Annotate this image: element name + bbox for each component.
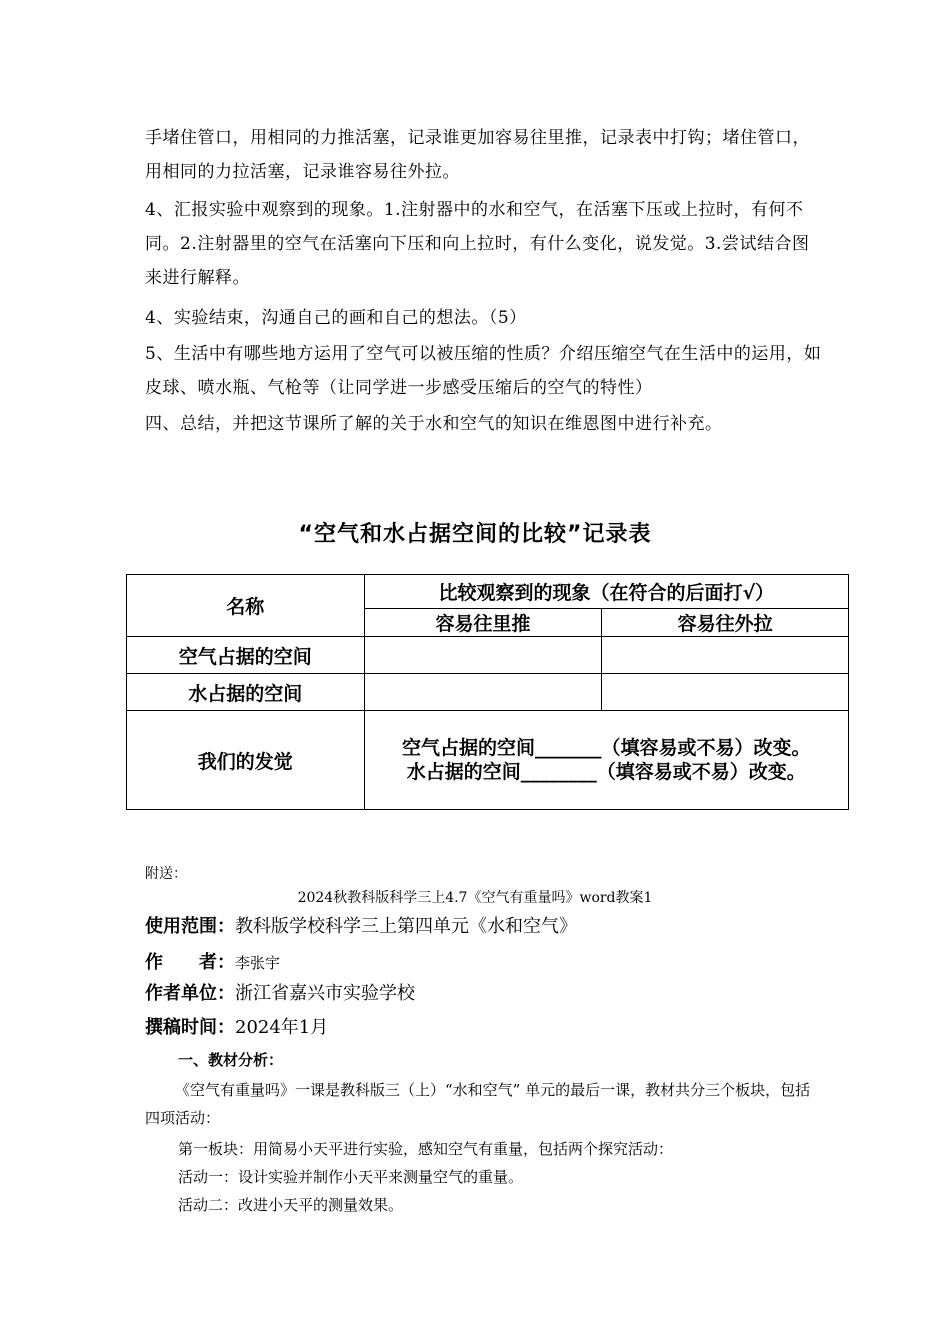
unit-value: 浙江省嘉兴市实验学校 <box>235 983 415 1004</box>
block1-text: 第一板块：用简易小天平进行实验，感知空气有重量，包括两个探究活动： <box>178 1140 674 1158</box>
activity1-text: 活动一：设计实验并制作小天平来测量空气的重量。 <box>178 1168 524 1186</box>
scope-label: 使用范围： <box>145 916 235 937</box>
cell-water-pull <box>602 674 849 711</box>
date-value: 2024年1月 <box>235 1017 329 1038</box>
section-heading: 一、教材分析： <box>178 1051 284 1069</box>
paragraph-procedure: 手堵住管口，用相同的力推活塞，记录谁更加容易往里推，记录表中打钩；堵住管口，用相同的力拉活塞，记录谁容易往外拉。 <box>145 128 810 182</box>
date-line <box>145 1013 328 1039</box>
analysis-paragraph: 《空气有重量吗》一课是教科版三（上）“水和空气” 单元的最后一课，教材共分三个板块，包括四项活动： <box>145 1081 811 1127</box>
row-air-label: 空气占据的空间 <box>127 637 365 674</box>
cell-air-pull <box>602 637 849 674</box>
header-compare: 比较观察到的现象（在符合的后面打√） <box>364 575 848 609</box>
author-value: 李张宇 <box>235 954 281 972</box>
scope-line <box>145 912 577 938</box>
appendix-label: 附送： <box>145 866 187 882</box>
findings-cell <box>364 711 848 810</box>
author-line <box>145 948 280 974</box>
paragraph-life-use: 5、生活中有哪些地方运用了空气可以被压缩的性质？介绍压缩空气在生活中的运用，如皮球、喷水瓶、气枪等（让同学进一步感受压缩后的空气的特性） <box>145 344 822 398</box>
finding-water: 水占据的空间________（填容易或不易）改变。 <box>406 761 806 783</box>
header-name: 名称 <box>127 575 365 637</box>
cell-air-push <box>364 637 602 674</box>
cell-water-push <box>364 674 602 711</box>
record-table <box>126 574 849 810</box>
paragraph-summary: 四、总结，并把这节课所了解的关于水和空气的知识在维恩图中进行补充。 <box>145 414 723 434</box>
unit-line <box>145 979 415 1005</box>
paragraph-end: 4、实验结束，沟通自己的画和自己的想法。（5） <box>145 308 527 328</box>
column-pull: 容易往外拉 <box>602 609 849 637</box>
unit-label: 作者单位： <box>145 983 235 1004</box>
paragraph-report: 4、汇报实验中观察到的现象。1.注射器中的水和空气，在活塞下压或上拉时，有何不同。2.注射器里的空气在活塞向下压和向上拉时，有什么变化，说发觉。3.尝试结合图来进行解释。 <box>145 200 810 288</box>
row-findings-label: 我们的发觉 <box>127 711 365 810</box>
activity2-text: 活动二：改进小天平的测量效果。 <box>178 1196 404 1214</box>
finding-air: 空气占据的空间_______（填容易或不易）改变。 <box>402 737 811 759</box>
appendix-doc-title: 2024秋教科版科学三上4.7《空气有重量吗》word教案1 <box>297 890 653 906</box>
author-label: 作 者： <box>145 952 235 973</box>
row-water-label: 水占据的空间 <box>127 674 365 711</box>
date-label: 撰稿时间： <box>145 1017 235 1038</box>
column-push: 容易往里推 <box>364 609 602 637</box>
scope-value: 教科版学校科学三上第四单元《水和空气》 <box>235 916 577 937</box>
record-table-title: “空气和水占据空间的比较”记录表 <box>298 522 652 547</box>
